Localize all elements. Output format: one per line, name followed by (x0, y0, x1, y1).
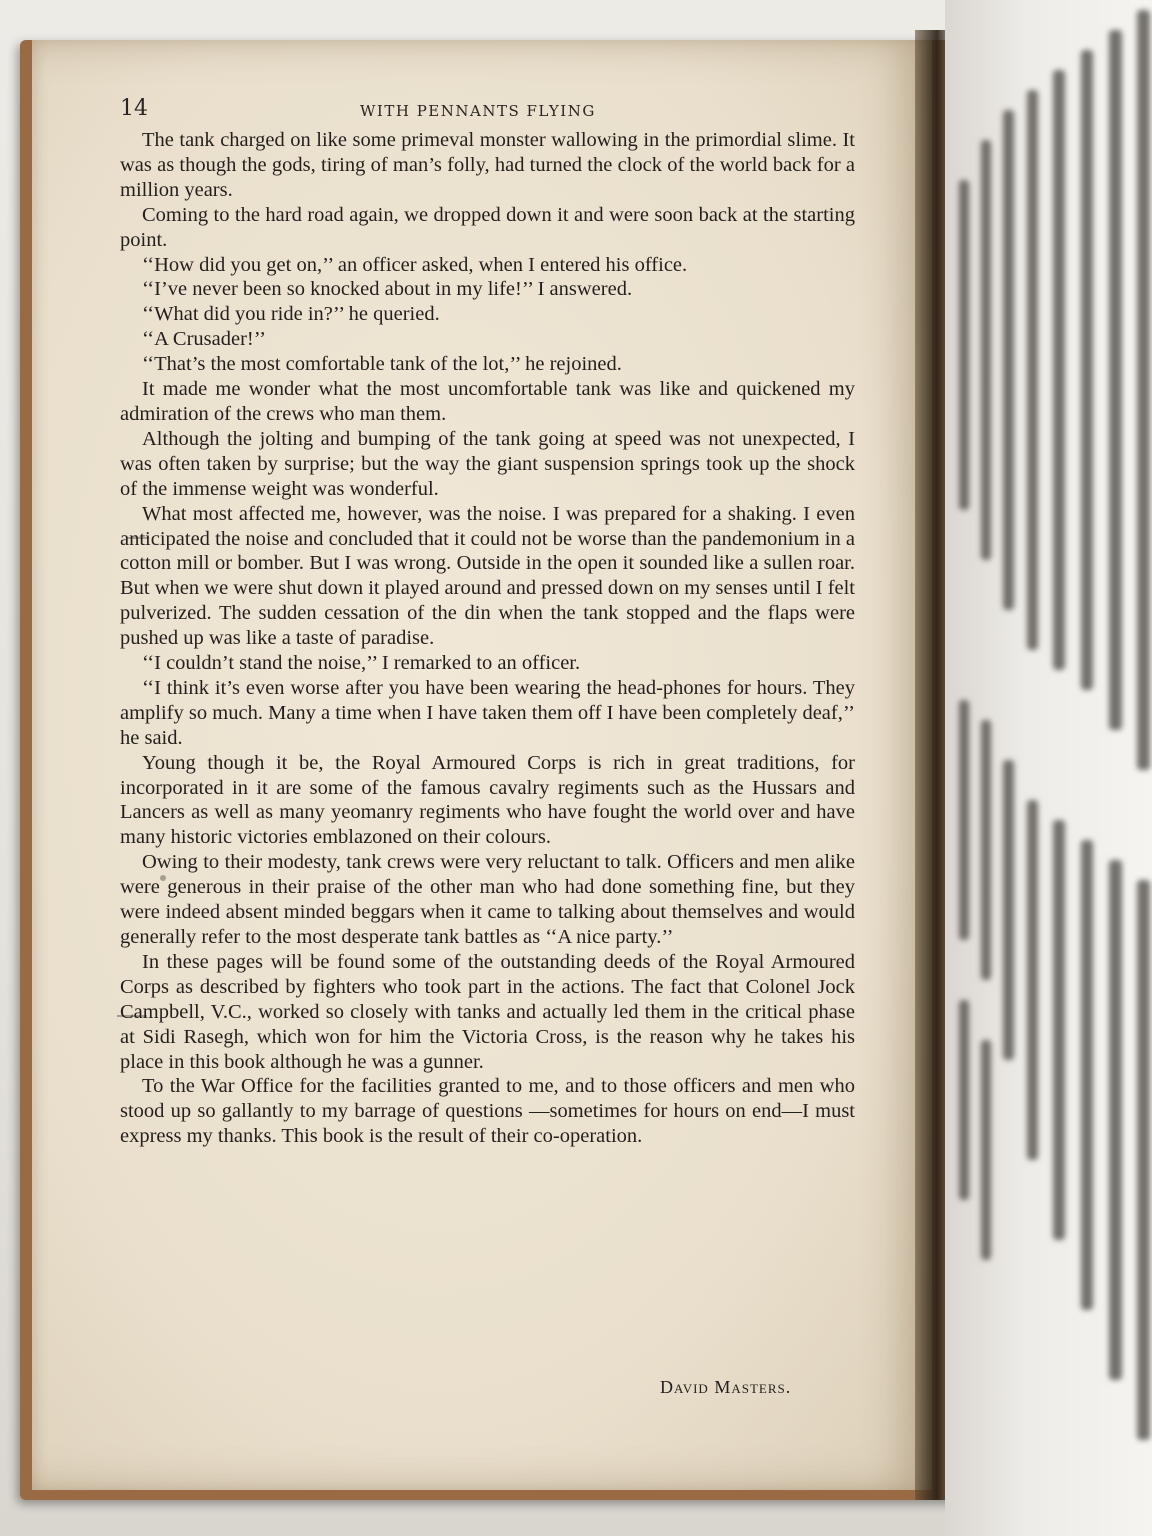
paragraph: ‘‘I think it’s even worse after you have been wearing the head-phones for hours. They amplify so much. Many a time when I have taken them off I have been completely deaf,’’ he said. (120, 676, 855, 749)
paragraph: ‘‘I’ve never been so knocked about in my life!’’ I answered. (142, 278, 633, 301)
paragraph: Coming to the hard road again, we dropped down it and were soon back at the starting point. (120, 203, 855, 251)
page-number: 14 (120, 96, 148, 121)
paragraph: It made me wonder what the most uncomfortable tank was like and quickened my admiration of the crews who man them. (120, 378, 855, 425)
paragraph: What most affected me, however, was the noise. I was prepared for a shaking. I even anticipated the noise and concluded that it could not be worse than the pandemonium in a cotton mill or bomber. But I was wrong. Outside in the open it sounded like a sullen roar. But when we were shut down it played around and pressed down on my senses until I felt pulverized. The sudden cessation of the din when the tank stopped and the flaps were pushed up was like a taste of paradise. (120, 502, 856, 650)
paragraph: ‘‘How did you get on,’’ an officer asked, when I entered his office. (142, 253, 688, 276)
paragraph: Owing to their modesty, tank crews were very reluctant to talk. Officers and men alike were generous in their praise of the other man who had done something fine, but they were indeed absent minded beggars when it came to talking about themselves and would generally refer to the most desperate tank battles as ‘‘A nice party.’’ (120, 851, 855, 948)
paragraph: The tank charged on like some primeval monster wallowing in the primordial slime. It was as though the gods, tiring of man’s folly, had turned the clock of the world back for a million years. (120, 129, 855, 201)
body-text (120, 128, 855, 1149)
paragraph: Although the jolting and bumping of the tank going at speed was not unexpected, I was often taken by surprise; but the way the giant suspension springs took up the shock of the immense weight was wonderful. (120, 427, 855, 500)
blurred-text-lines (945, 0, 1152, 1536)
running-title: WITH PENNANTS FLYING (360, 102, 596, 120)
paragraph: ‘‘That’s the most comfortable tank of the lot,’’ he rejoined. (142, 353, 622, 376)
paragraph: ‘‘A Crusader!’’ (142, 328, 266, 351)
paragraph: To the War Office for the facilities granted to me, and to those officers and men who stood up so gallantly to my barrage of questions —sometimes for hours on end—I must express my thanks. This book is the result of their co-operation. (120, 1075, 855, 1148)
author-signature: David Masters. (660, 1377, 792, 1397)
paragraph: ‘‘What did you ride in?’’ he queried. (142, 303, 440, 326)
right-page-blurred (945, 0, 1152, 1536)
paragraph: ‘‘I couldn’t stand the noise,’’ I remarked to an officer. (142, 652, 581, 675)
paragraph: In these pages will be found some of the outstanding deeds of the Royal Armoured Corps as described by fighters who took part in the actions. The fact that Colonel Jock Campbell, V.C., worked so closely with tanks and actually led them in the critical phase at Sidi Rasegh, which won for him the Victoria Cross, is the reason why he takes his place in this book although he was a gunner. (120, 950, 855, 1073)
paragraph: Young though it be, the Royal Armoured Corps is rich in great traditions, for incorporated in it are some of the famous cavalry regiments such as the Hussars and Lancers as well as many yeomanry regiments who have fought the world over and have many historic victories emblazoned on their colours. (120, 751, 855, 849)
